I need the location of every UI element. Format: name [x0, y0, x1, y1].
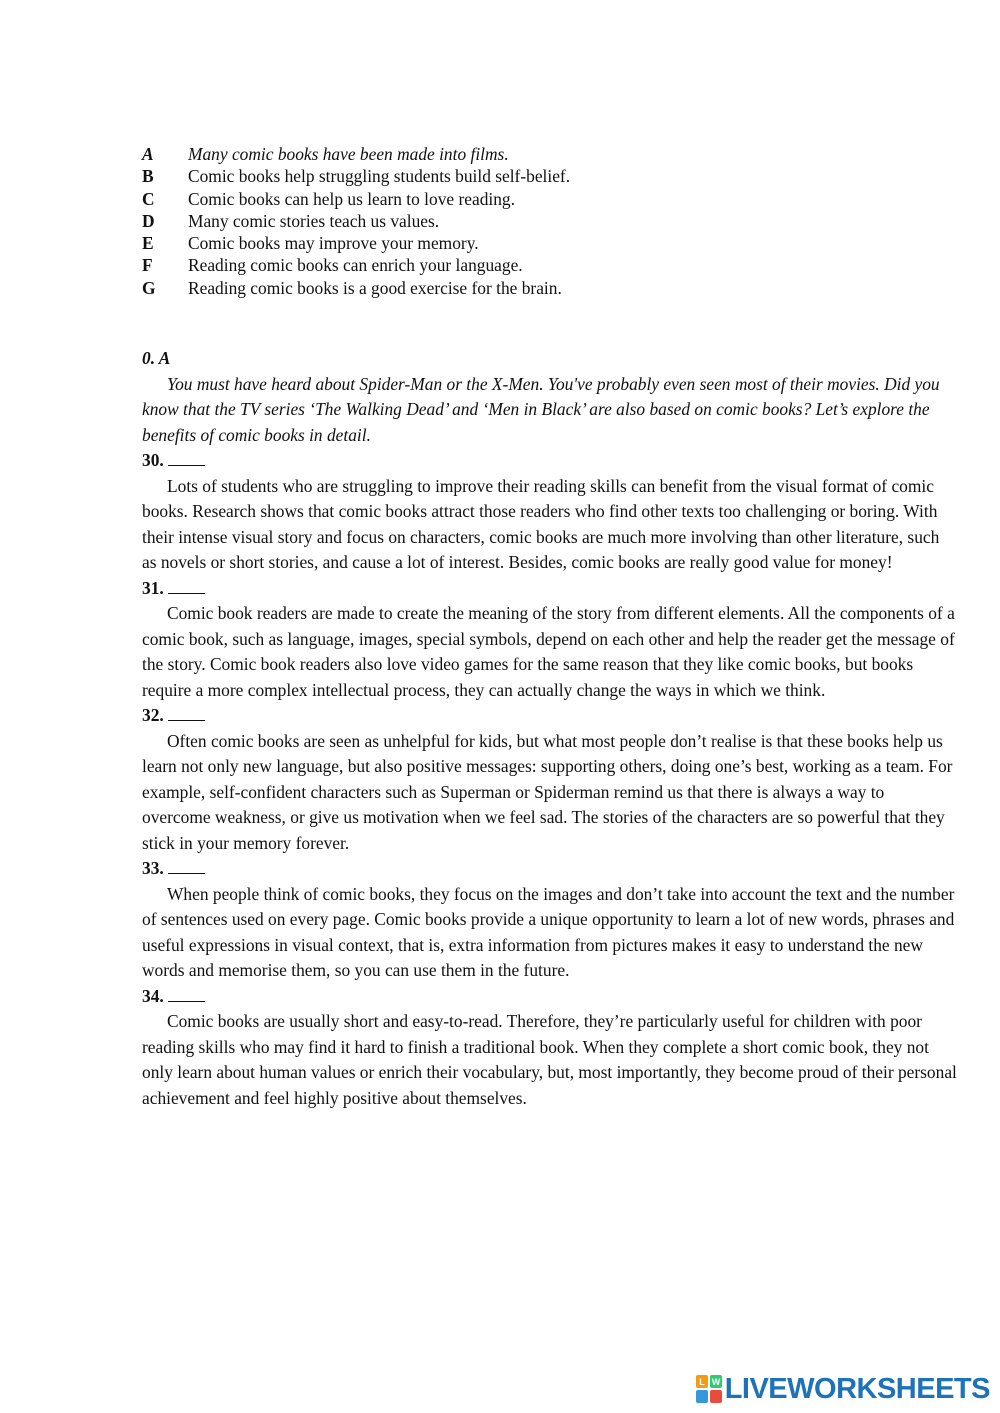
option-letter: D — [142, 210, 155, 231]
question-number: 34. — [142, 985, 164, 1006]
option-row — [142, 210, 922, 232]
logo-text: LIVEWORKSHEETS — [724, 1372, 990, 1405]
answer-blank[interactable] — [168, 592, 205, 594]
option-letter: B — [142, 166, 154, 187]
logo-mark-letter: L — [698, 1377, 705, 1387]
option-row — [142, 277, 922, 299]
option-letter: C — [142, 188, 155, 209]
option-row — [142, 188, 922, 210]
logo-mark-letter: W — [711, 1377, 720, 1387]
question-number: 30. — [142, 450, 164, 470]
option-letter: G — [142, 277, 156, 298]
example-paragraph: You must have heard about Spider-Man or the X-Men. You've probably even seen most of their movies. Did you know that the TV series ‘The Walking Dead’ and ‘Men in Black’ are also based on comic books? Let’s explore the benefits of comic books in detail. — [142, 373, 940, 445]
question-number: 32. — [142, 705, 164, 725]
question-paragraph: Comic books are usually short and easy-to-read. Therefore, they’re particularly useful for children with poor reading skills who may find it hard to finish a traditional book. When they complete a short comic book, they not only learn about human values or enrich their vocabulary, but, most importantly, they become proud of their personal achievement and feel highly positive about themselves. — [142, 1011, 957, 1108]
answer-blank[interactable] — [168, 872, 205, 874]
question-label — [142, 984, 957, 1010]
option-row — [142, 143, 922, 165]
example-label: 0. A — [142, 348, 171, 368]
option-text: Comic books can help us learn to love reading. — [188, 188, 515, 209]
question-label — [142, 703, 957, 729]
question-paragraph: Lots of students who are struggling to improve their reading skills can benefit from the visual format of comic books. Research shows that comic books attract those readers who find other texts too challenging or boring. With their intense visual story and focus on characters, comic books are much more involving than other literature, such as novels or short stories, and cause a lot of interest. Besides, comic books are really good value for money! — [142, 475, 940, 572]
options-list — [142, 143, 922, 299]
question-number: 33. — [142, 858, 164, 878]
answer-blank[interactable] — [168, 464, 205, 466]
option-letter: A — [142, 144, 154, 164]
answer-blank[interactable] — [168, 1000, 205, 1002]
option-text: Comic books help struggling students build self-belief. — [188, 166, 571, 187]
answer-blank[interactable] — [168, 719, 205, 721]
option-text: Many comic stories teach us values. — [188, 210, 440, 231]
question-paragraph: Comic book readers are made to create the meaning of the story from different elements. All the components of a comic book, such as language, images, special symbols, depend on each other and help the reader get the message of the story. Comic book readers also love video games for the same reason that they like comic books, but books require a more complex intellectual process, they can actually change the ways in which we think. — [142, 603, 955, 700]
question-paragraph: Often comic books are seen as unhelpful for kids, but what most people don’t realise is that these books help us learn not only new language, but also positive messages: supporting others, doing one’s best, working as a team. For example, self-confident characters such as Superman or Spiderman remind us that there is always a way to overcome weakness, or give us motivation when we feel sad. The stories of the characters are so powerful that they stick in your memory forever. — [142, 730, 953, 853]
option-row — [142, 254, 922, 276]
option-row — [142, 232, 922, 254]
liveworksheets-mark-icon — [696, 1375, 722, 1403]
option-text: Reading comic books can enrich your language. — [188, 255, 523, 276]
option-text: Reading comic books is a good exercise for the brain. — [188, 277, 562, 298]
option-letter: F — [142, 255, 153, 276]
option-text: Comic books may improve your memory. — [188, 233, 479, 254]
liveworksheets-logo — [696, 1371, 990, 1407]
question-number: 31. — [142, 577, 164, 598]
option-letter: E — [142, 233, 154, 254]
option-text: Many comic books have been made into films. — [188, 144, 509, 164]
question-label — [142, 448, 957, 474]
question-label — [142, 856, 957, 882]
option-row — [142, 165, 922, 187]
reading-passage — [142, 346, 957, 1111]
question-paragraph: When people think of comic books, they focus on the images and don’t take into account the text and the number of sentences used on every page. Comic books provide a unique opportunity to learn a lot of new words, phrases and useful expressions in visual context, that is, extra information from pictures makes it easy to understand the new words and memorise them, so you can use them in the future. — [142, 883, 955, 980]
question-label — [142, 576, 957, 602]
